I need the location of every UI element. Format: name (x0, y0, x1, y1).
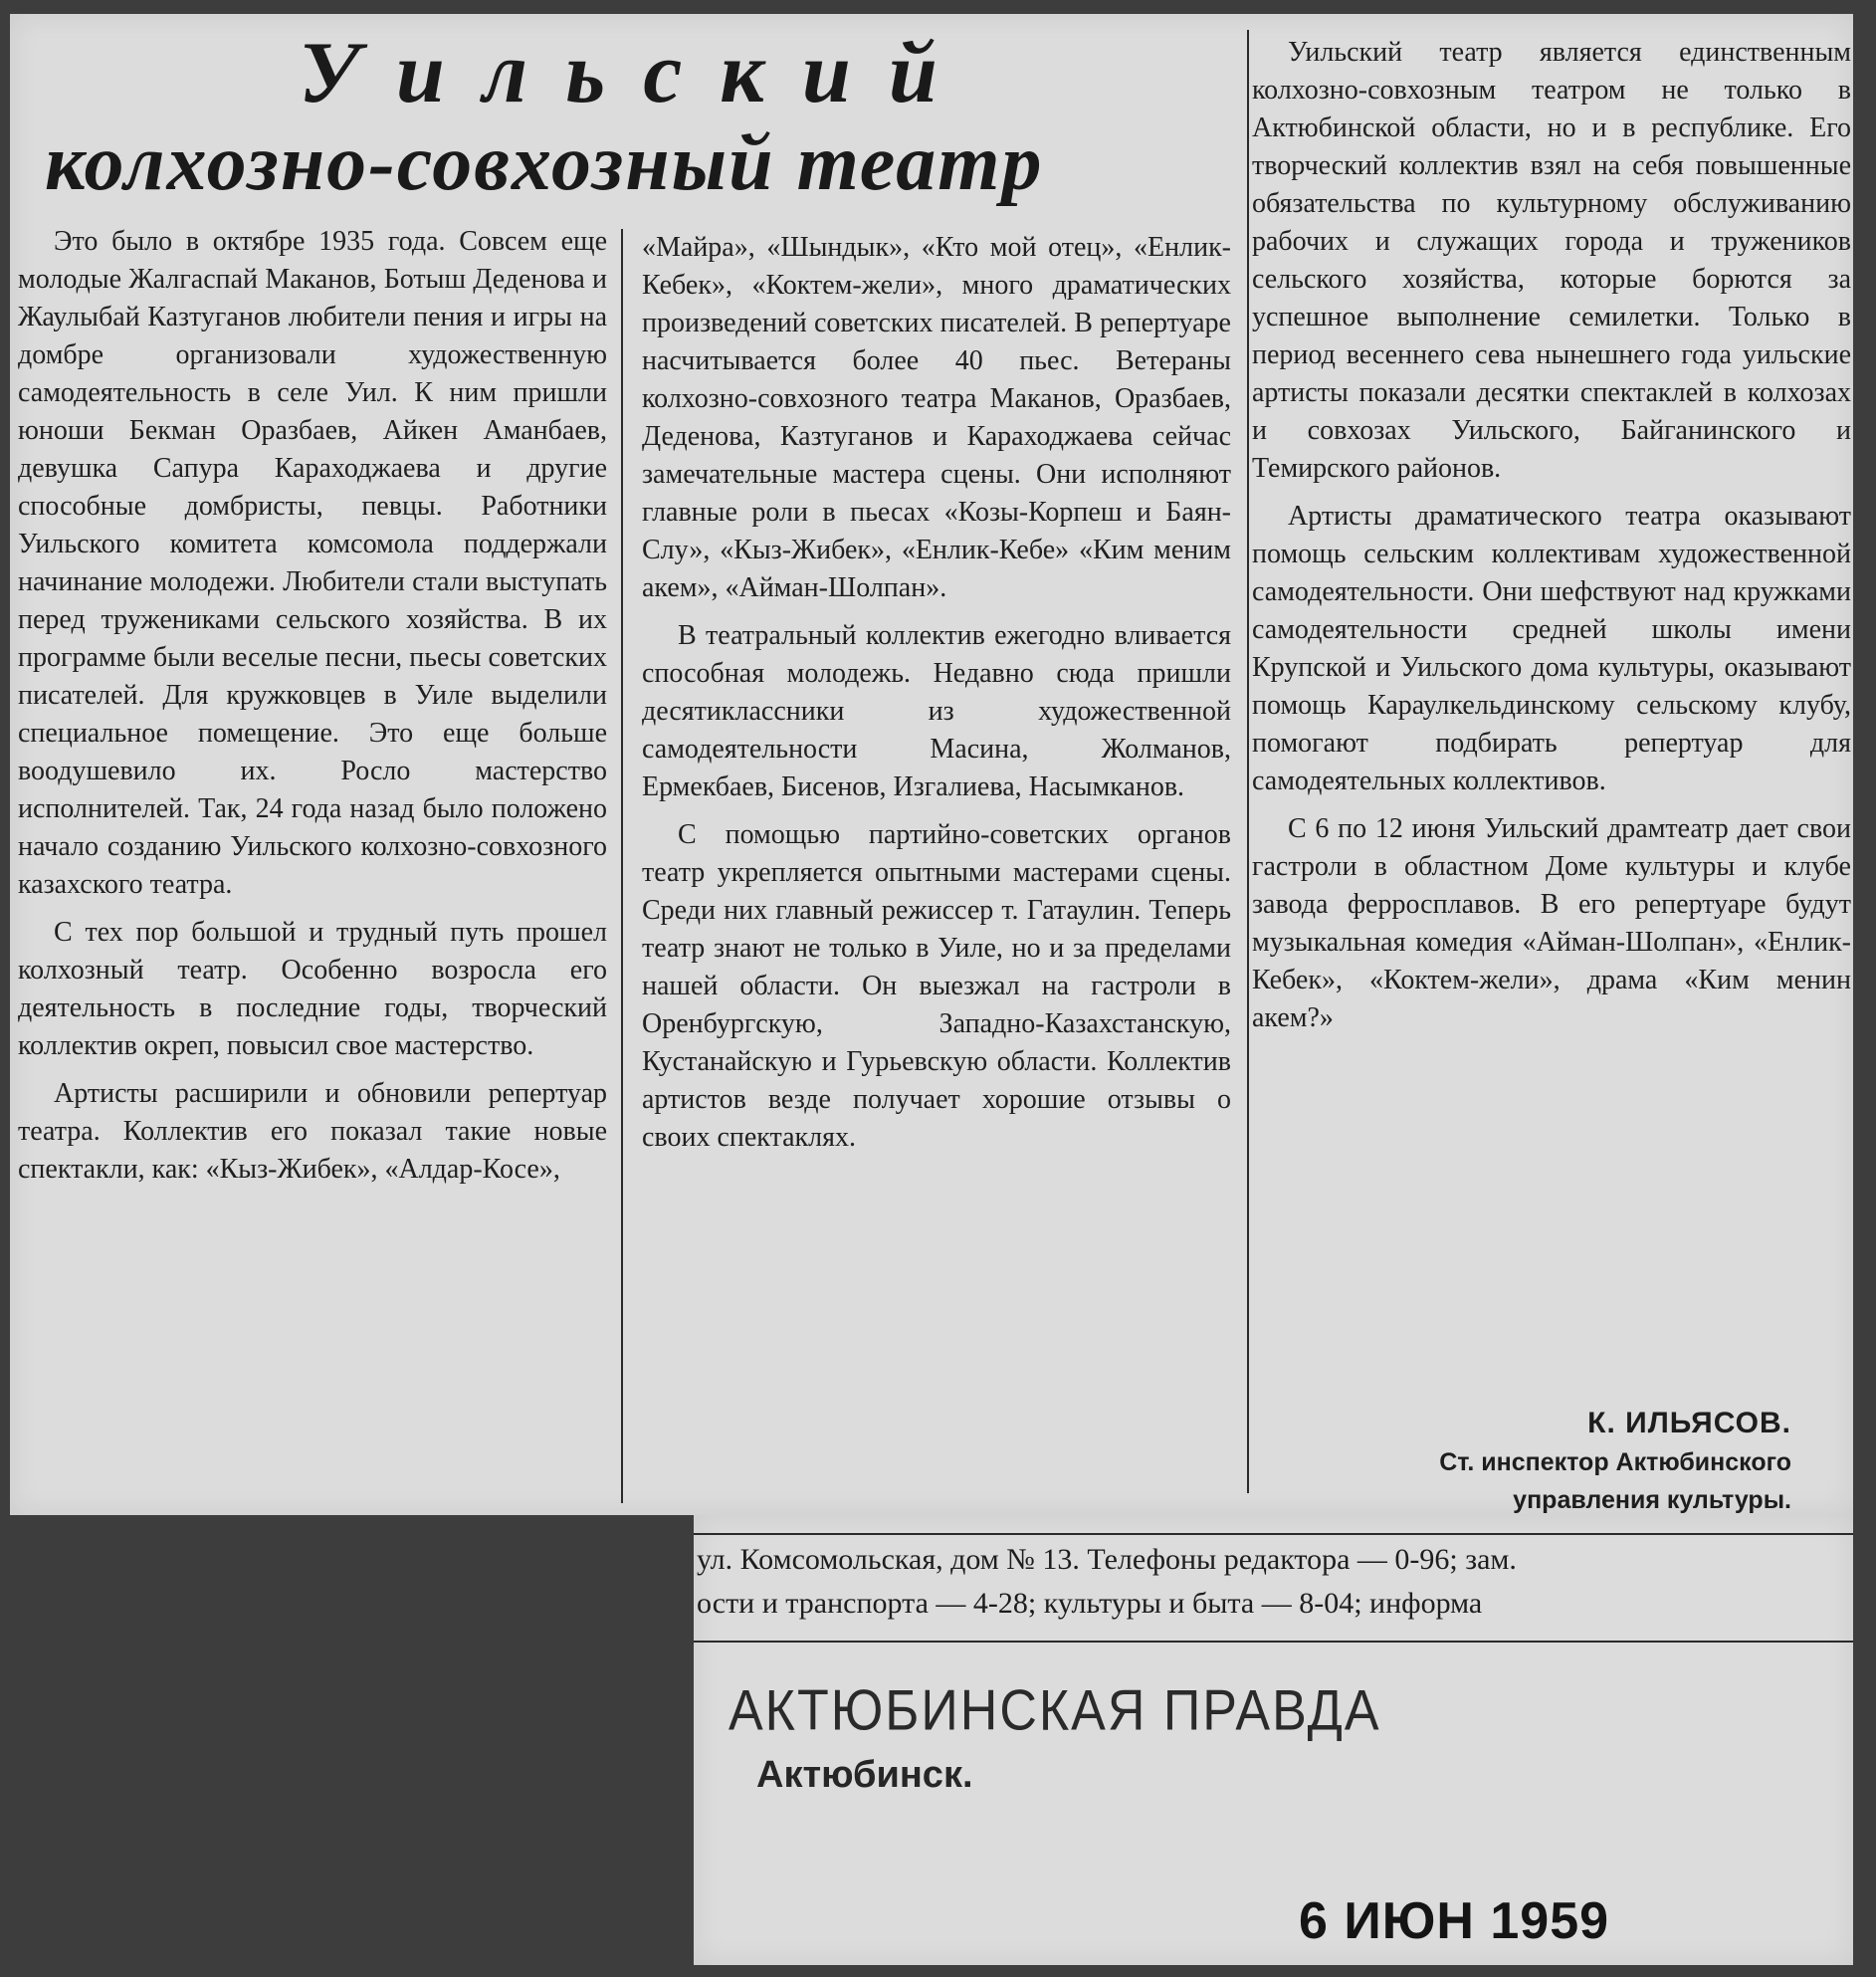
article-column-1 (18, 223, 607, 1199)
author-role-line-2: управления культуры. (1513, 1486, 1791, 1514)
headline-line-2: колхозно-совхозный театр (45, 119, 1044, 207)
paragraph: С помощью партийно-советских органов театр укрепляется опытными мастерами сцены. Среди них главный режиссер т. Гатаулин. Теперь театр знают не только в Уиле, но и за пределами нашей области. Он выезжал на гастроли в Оренбургскую, Западно-Казахстанскую, Кустанайскую и Гурьевскую области. Коллектив артистов везде получает хорошие отзывы о своих спектаклях. (642, 819, 1231, 1153)
paragraph: Артисты расширили и обновили репертуар театра. Коллектив его показал такие новые спектакли, как: «Кыз-Жибек», «Алдар-Косе», (18, 1078, 607, 1185)
paragraph: С тех пор большой и трудный путь прошел колхозный театр. Особенно возросла его деятельность в последние годы, творческий коллектив окреп, повысил свое мастерство. (18, 917, 607, 1061)
article-column-3 (1252, 34, 1851, 1047)
paragraph: Артисты драматического театра оказывают помощь сельским коллективам художественной самодеятельности. Они шефствуют над кружками самодеятельности средней школы имени Крупской и Уильского дома культуры, оказывают помощь Караулкельдинскому сельскому клубу, помогают подбирать репертуар для самодеятельных коллективов. (1252, 501, 1851, 796)
paragraph: В театральный коллектив ежегодно вливается способная молодежь. Недавно сюда пришли десятиклассники из художественной самодеятельности Масина, Жолманов, Ермекбаев, Бисенов, Изгалиева, Насымканов. (642, 620, 1231, 802)
headline-line-1: Уильский (299, 25, 975, 121)
column-divider-1 (621, 229, 623, 1503)
column-divider-2 (1247, 30, 1249, 1493)
date-stamp: 6 ИЮН 1959 (1299, 1892, 1610, 1950)
footer-rule-bottom (694, 1641, 1853, 1643)
paragraph: Это было в октябре 1935 года. Совсем еще молодые Жалгаспай Маканов, Ботыш Деденова и Жаулыбай Казтуганов любители пения и игры на домбре организовали художественную самодеятельность в селе Уил. К ним пришли юноши Бекман Оразбаев, Айкен Аманбаев, девушка Сапура Караходжаева и другие способные домбристы, певцы. Работники Уильского комитета комсомола поддержали начинание молодежи. Любители стали выступать перед тружениками сельского хозяйства. В их программе были веселые песни, пьесы советских писателей. Для кружковцев в Уиле выделили специальное помещение. Это еще больше воодушевило их. Росло мастерство исполнителей. Так, 24 года назад было положено начало созданию Уильского колхозно-совхозного казахского театра. (18, 226, 607, 900)
city-stamp: Актюбинск. (756, 1754, 973, 1796)
author-role-line-1: Ст. инспектор Актюбинского (1439, 1448, 1791, 1476)
newspaper-name-stamp: АКТЮБИНСКАЯ ПРАВДА (729, 1679, 1381, 1743)
paragraph: С 6 по 12 июня Уильский драмтеатр дает свои гастроли в областном Доме культуры и клубе завода ферросплавов. В его репертуаре будут музыкальная комедия «Айман-Шолпан», «Енлик-Кебек», «Коктем-жели», драма «Ким менин акем?» (1252, 813, 1851, 1033)
author-name: К. ИЛЬЯСОВ. (1587, 1407, 1791, 1439)
footer-address (697, 1538, 1851, 1626)
footer-rule-top (694, 1533, 1853, 1535)
address-line-2: ости и транспорта — 4-28; культуры и быта — 8-04; информа (697, 1587, 1483, 1620)
address-line-1: ул. Комсомольская, дом № 13. Телефоны редактора — 0-96; зам. (697, 1543, 1517, 1576)
article-column-2 (642, 229, 1231, 1167)
paragraph: Уильский театр является единственным колхозно-совхозным театром не только в Актюбинской области, но и в республике. Его творческий коллектив взял на себя повышенные обязательства по культурному обслуживанию рабочих и служащих города и тружеников сельского хозяйства, которые борются за успешное выполнение семилетки. Только в период весеннего сева нынешнего года уильские артисты показали десятки спектаклей в колхозах и совхозах Уильского, Байганинского и Темирского районов. (1252, 37, 1851, 484)
author-signature (1274, 1404, 1791, 1519)
paragraph: «Майра», «Шындык», «Кто мой отец», «Енлик-Кебек», «Коктем-жели», много драматических произведений советских писателей. В репертуаре насчитывается более 40 пьес. Ветераны колхозно-совхозного театра Маканов, Оразбаев, Деденова, Казтуганов и Караходжаева сейчас замечательные мастера сцены. Они исполняют главные роли в пьесах «Козы-Корпеш и Баян-Слу», «Кыз-Жибек», «Енлик-Кебе» «Ким меним акем», «Айман-Шолпан». (642, 232, 1231, 603)
